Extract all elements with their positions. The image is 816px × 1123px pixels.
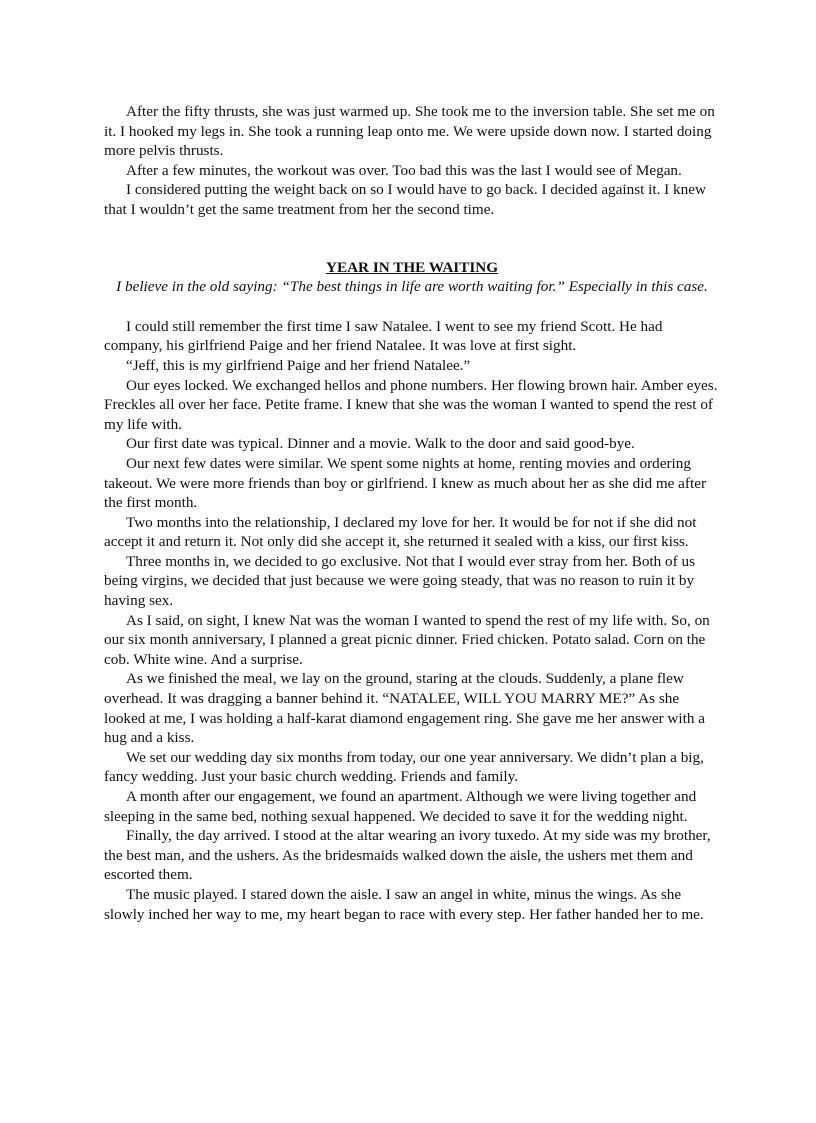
paragraph: We set our wedding day six months from today, our one year anniversary. We didn’t plan a big, fancy wedding. Just your basic church wedding. Friends and family. — [104, 748, 704, 786]
paragraph: Finally, the day arrived. I stood at the altar wearing an ivory tuxedo. At my side was my brother, the best man, and the ushers. As the bridesmaids walked down the aisle, the ushers met them and escorted them. — [104, 827, 711, 884]
section-spacer — [104, 220, 720, 258]
paragraph: As I said, on sight, I knew Nat was the woman I wanted to spend the rest of my life with. So, on our six month anniversary, I planned a great picnic dinner. Fried chicken. Potato salad. Corn on the cob. White wine. And a surprise. — [104, 611, 710, 668]
chapter-epigraph: I believe in the old saying: “The best things in life are worth waiting for.” Especially in this case. — [116, 278, 708, 296]
paragraph: After the fifty thrusts, she was just warmed up. She took me to the inversion table. She set me on it. I hooked my legs in. She took a running leap onto me. We were upside down now. I started doing more pelvis thrusts. — [104, 103, 715, 160]
paragraph: I could still remember the first time I saw Natalee. I went to see my friend Scott. He had company, his girlfriend Paige and her friend Natalee. It was love at first sight. — [104, 317, 663, 355]
paragraph: Our eyes locked. We exchanged hellos and phone numbers. Her flowing brown hair. Amber eyes. Freckles all over her face. Petite frame. I knew that she was the woman I wanted to spend the rest of my life with. — [104, 376, 718, 433]
paragraph: “Jeff, this is my girlfriend Paige and her friend Natalee.” — [126, 356, 471, 374]
paragraph: The music played. I stared down the aisle. I saw an angel in white, minus the wings. As she slowly inched her way to me, my heart began to race with every step. Her father handed her to me. — [104, 885, 704, 923]
epigraph-spacer — [104, 297, 720, 317]
paragraph: I considered putting the weight back on so I would have to go back. I decided against it. I knew that I wouldn’t get the same treatment from her the second time. — [104, 181, 706, 218]
story-body — [104, 317, 720, 924]
paragraph: Two months into the relationship, I declared my love for her. It would be for not if she did not accept it and return it. Not only did she accept it, she returned it sealed with a kiss, our first kiss. — [104, 513, 697, 551]
previous-story-section — [104, 102, 720, 220]
paragraph: Our first date was typical. Dinner and a movie. Walk to the door and said good-bye. — [126, 435, 635, 453]
paragraph: Our next few dates were similar. We spent some nights at home, renting movies and ordering takeout. We were more friends than boy or girlfriend. I knew as much about her as she did me after the first month. — [104, 454, 706, 512]
paragraph: A month after our engagement, we found an apartment. Although we were living together and sleeping in the same bed, nothing sexual happened. We decided to save it for the wedding night. — [104, 788, 697, 825]
chapter-heading — [104, 258, 720, 297]
paragraph: Three months in, we decided to go exclusive. Not that I would ever stray from her. Both of us being virgins, we decided that just because we were going steady, that was no reason to ruin it by having sex. — [104, 552, 695, 610]
paragraph: After a few minutes, the workout was over. Too bad this was the last I would see of Megan. — [126, 161, 682, 179]
document-page — [104, 102, 720, 924]
paragraph: As we finished the meal, we lay on the ground, staring at the clouds. Suddenly, a plane flew overhead. It was dragging a banner behind it. “NATALEE, WILL YOU MARRY ME?” As she looked at me, I was holding a half-karat diamond engagement ring. She gave me her answer with a hug and a kiss. — [104, 670, 705, 747]
chapter-title: YEAR IN THE WAITING — [325, 258, 499, 276]
